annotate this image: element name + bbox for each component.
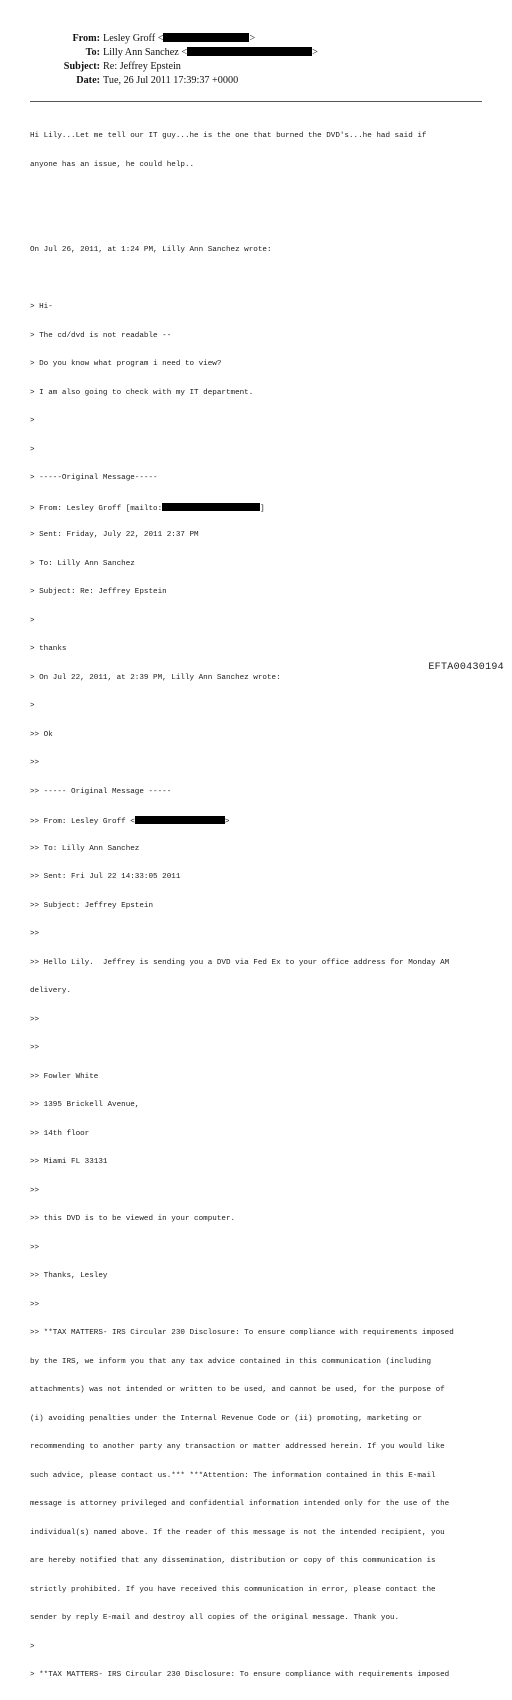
- body-line: >> 1395 Brickell Avenue,: [30, 1101, 140, 1109]
- header-divider: [30, 101, 482, 102]
- body-line: > Do you know what program i need to view?: [30, 360, 222, 368]
- line-text: >> From: Lesley Groff <: [30, 818, 135, 826]
- body-line-redacted: [30, 816, 490, 826]
- disclaimer-line: >> **TAX MATTERS- IRS Circular 230 Disclosure: To ensure compliance with requirements imposed: [30, 1329, 454, 1337]
- quote-attribution: > On Jul 22, 2011, at 2:39 PM, Lilly Ann Sanchez wrote:: [30, 673, 281, 682]
- body-line: >> To: Lilly Ann Sanchez: [30, 844, 140, 853]
- subject-row: [0, 60, 181, 74]
- disclaimer-line: strictly prohibited. If you have received this communication in error, please contact the: [30, 1585, 436, 1594]
- body-line: >>: [30, 1186, 40, 1195]
- body-line: >: [30, 445, 35, 454]
- to-bracket: >: [312, 47, 318, 58]
- body-line: >>: [30, 1015, 40, 1024]
- line-text: >: [224, 818, 230, 826]
- body-line: >> ----- Original Message -----: [30, 787, 172, 796]
- body-line: >> 14th floor: [30, 1129, 90, 1138]
- body-line: >> Miami FL 33131: [30, 1158, 108, 1166]
- body-line: > thanks: [30, 645, 67, 653]
- body-line: >>: [30, 1243, 40, 1252]
- disclaimer-line: > **TAX MATTERS- IRS Circular 230 Disclosure: To ensure compliance with requirements imposed: [30, 1671, 450, 1679]
- body-line: >>: [30, 1300, 40, 1309]
- date-label: Date:: [76, 75, 100, 86]
- from-row: [0, 32, 255, 46]
- from-bracket: >: [249, 33, 256, 44]
- subject-label: Subject:: [63, 61, 100, 72]
- body-line: > To: Lilly Ann Sanchez: [30, 559, 135, 568]
- date-value: Tue, 26 Jul 2011 17:39:37 +0000: [103, 75, 239, 86]
- body-line: > Subject: Re: Jeffrey Epstein: [30, 588, 167, 596]
- redaction-bar: [187, 47, 312, 56]
- body-line: >: [30, 417, 35, 425]
- disclaimer-line: sender by reply E-mail and destroy all copies of the original message. Thank you.: [30, 1614, 400, 1622]
- line-text: ]: [260, 504, 265, 513]
- body-line: >> Sent: Fri Jul 22 14:33:05 2011: [30, 873, 181, 881]
- body-line: >> Subject: Jeffrey Epstein: [30, 901, 154, 910]
- from-label: From:: [72, 33, 100, 44]
- body-line: > The cd/dvd is not readable --: [30, 331, 172, 340]
- body-line: [30, 189, 490, 199]
- body-line: > Hi-: [30, 303, 53, 311]
- disclaimer-line: are hereby notified that any dissemination, distribution or copy of this communication is: [30, 1557, 436, 1565]
- body-line: > I am also going to check with my IT department.: [30, 388, 254, 397]
- body-line-redacted: [30, 503, 490, 513]
- quote-attribution: On Jul 26, 2011, at 1:24 PM, Lilly Ann Sanchez wrote:: [30, 246, 272, 254]
- body-line: >> Thanks, Lesley: [30, 1272, 108, 1280]
- body-line: >: [30, 702, 35, 710]
- disclaimer-line: such advice, please contact us.*** ***Attention: The information contained in this E-mail: [30, 1471, 436, 1480]
- from-value: Lesley Groff <: [103, 33, 164, 44]
- redaction-bar: [163, 33, 249, 42]
- subject-value: Re: Jeffrey Epstein: [103, 61, 181, 72]
- redaction-bar: [135, 816, 225, 824]
- disclaimer-line: (i) avoiding penalties under the Internal Revenue Code or (ii) promoting, marketing or: [30, 1414, 422, 1423]
- body-line: >>: [30, 930, 40, 938]
- body-line: delivery.: [30, 987, 72, 995]
- body-line: Hi Lily...Let me tell our IT guy...he is the one that burned the DVD's...he had said if: [30, 132, 427, 140]
- body-line: >: [30, 616, 35, 625]
- bates-number: EFTA00430194: [428, 662, 504, 673]
- body-line: >> this DVD is to be viewed in your computer.: [30, 1215, 236, 1223]
- disclaimer-line: message is attorney privileged and confidential information intended only for the use of the: [30, 1500, 450, 1508]
- body-line: >> Hello Lily. Jeffrey is sending you a DVD via Fed Ex to your office address for Monday AM: [30, 958, 450, 967]
- disclaimer-line: recommending to another party any transaction or matter addressed herein. If you would like: [30, 1443, 445, 1451]
- body-line: > -----Original Message-----: [30, 474, 158, 482]
- line-text: > From: Lesley Groff [mailto:: [30, 504, 163, 513]
- body-line: [30, 275, 490, 285]
- body-line: anyone has an issue, he could help..: [30, 160, 195, 169]
- body-line: >>: [30, 759, 40, 767]
- body-line: >> Ok: [30, 730, 53, 739]
- body-line: >>: [30, 1044, 40, 1052]
- email-body: [30, 113, 490, 1700]
- body-line: > Sent: Friday, July 22, 2011 2:37 PM: [30, 531, 199, 539]
- disclaimer-line: attachments) was not intended or written to be used, and cannot be used, for the purpose of: [30, 1386, 445, 1394]
- to-row: [0, 46, 318, 60]
- date-row: [0, 74, 238, 88]
- body-line: [30, 218, 490, 228]
- to-label: To:: [85, 47, 100, 58]
- disclaimer-line: individual(s) named above. If the reader of this message is not the intended recipient, you: [30, 1528, 445, 1537]
- to-value: Lilly Ann Sanchez <: [103, 47, 188, 58]
- disclaimer-line: by the IRS, we inform you that any tax advice contained in this communication (including: [30, 1357, 432, 1366]
- body-line: >> Fowler White: [30, 1072, 99, 1081]
- redaction-bar: [162, 503, 260, 511]
- body-line: >: [30, 1642, 35, 1651]
